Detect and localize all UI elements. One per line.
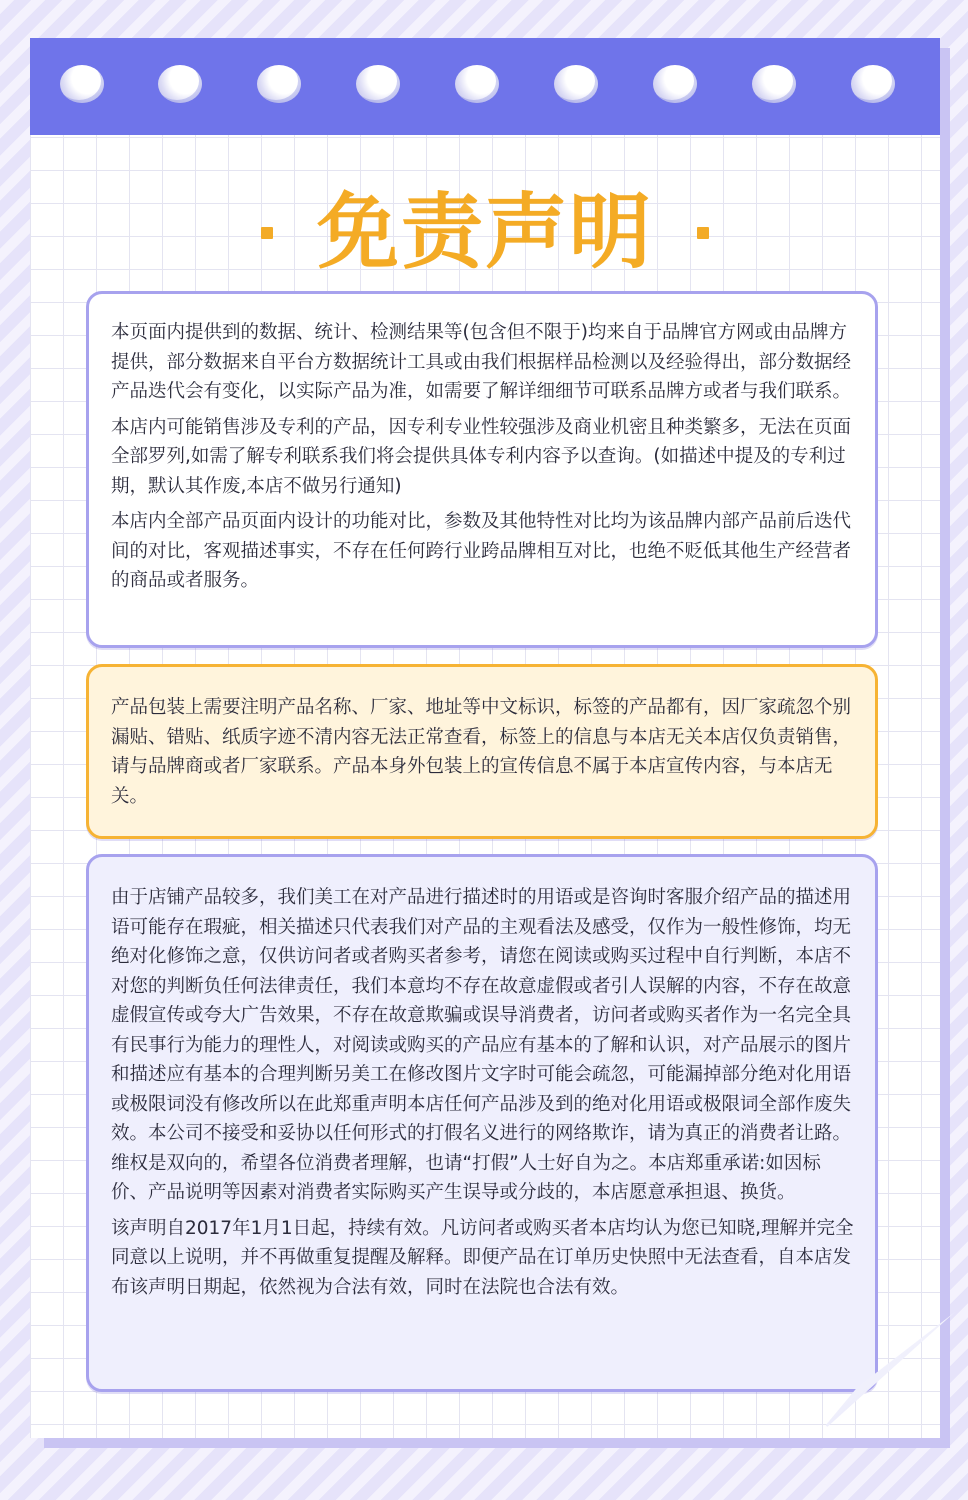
binder-ring-icon <box>554 65 598 103</box>
binder-ring-icon <box>356 65 400 103</box>
binder-ring-icon <box>455 65 499 103</box>
disclaimer-paragraph: 该声明自2017年1月1日起，持续有效。凡访问者或购买者本店均认为您已知晓,理解并完全同意以上说明，并不再做重复提醒及解释。即便产品在订单历史快照中无法查看，自本店发布该声明日期起，依然视为合法有效，同时在法院也合法有效。 <box>111 1217 854 1298</box>
binder-ring-icon <box>653 65 697 103</box>
title-dot-left <box>261 227 273 239</box>
page-title <box>30 178 940 288</box>
notepad-sheet <box>30 38 940 1438</box>
binder-ring-icon <box>851 65 895 103</box>
disclaimer-paragraph: 产品包装上需要注明产品名称、厂家、地址等中文标识，标签的产品都有，因厂家疏忽个别漏贴、错贴、纸质字迹不清内容无法正常查看，标签上的信息与本店无关本店仅负责销售，请与品牌商或者厂家联系。产品本身外包装上的宣传信息不属于本店宣传内容，与本店无关。 <box>111 697 852 807</box>
disclaimer-paragraph: 本店内可能销售涉及专利的产品，因专利专业性较强涉及商业机密且种类繁多，无法在页面全部罗列,如需了解专利联系我们将会提供具体专利内容予以查询。(如描述中提及的专利过期，默认其作废,本店不做另行通知) <box>111 416 852 497</box>
disclaimer-paragraph: 本店内全部产品页面内设计的功能对比，参数及其他特性对比均为该品牌内部产品前后迭代间的对比，客观描述事实，不存在任何跨行业跨品牌相互对比，也绝不贬低其他生产经营者的商品或者服务。 <box>111 511 852 591</box>
disclaimer-card-data-source <box>86 291 878 648</box>
binder-header <box>30 38 940 135</box>
binder-ring-icon <box>752 65 796 103</box>
disclaimer-paragraph: 本页面内提供到的数据、统计、检测结果等(包含但不限于)均来自于品牌官方网或由品牌方提供，部分数据来自平台方数据统计工具或由我们根据样品检测以及经验得出，部分数据经产品迭代会有变化，以实际产品为准，如需要了解详细细节可联系品牌方或者与我们联系。 <box>111 322 852 402</box>
disclaimer-card-packaging <box>86 664 878 839</box>
binder-ring-icon <box>158 65 202 103</box>
disclaimer-paragraph: 由于店铺产品较多，我们美工在对产品进行描述时的用语或是咨询时客服介绍产品的描述用语可能存在瑕疵，相关描述只代表我们对产品的主观看法及感受，仅作为一般性修饰，均无绝对化修饰之意，仅供访问者或者购买者参考，请您在阅读或购买过程中自行判断，本店不对您的判断负任何法律责任，我们本意均不存在故意虚假或者引人误解的内容，不存在故意虚假宣传或夸大广告效果，不存在故意欺骗或误导消费者，访问者或购买者作为一名完全具有民事行为能力的理性人，对阅读或购买的产品应有基本的了解和认识，对产品展示的图片和描述应有基本的合理判断另美工在修改图片文字时可能会疏忽，可能漏掉部分绝对化用语或极限词没有修改所以在此郑重声明本店任何产品涉及到的绝对化用语或极限词全部作废失效。本公司不接受和妥协以任何形式的打假名义进行的网络欺诈，请为真正的消费者让路。维权是双向的，希望各位消费者理解，也请“打假”人士好自为之。本店郑重承诺:如因标价、产品说明等因素对消费者实际购买产生误导或分歧的，本店愿意承担退、换货。 <box>111 887 852 1203</box>
binder-ring-icon <box>60 65 104 103</box>
disclaimer-card-wording <box>86 854 878 1392</box>
title-dot-right <box>697 227 709 239</box>
page-title-text: 免责声明 <box>316 185 653 280</box>
binder-ring-icon <box>257 65 301 103</box>
